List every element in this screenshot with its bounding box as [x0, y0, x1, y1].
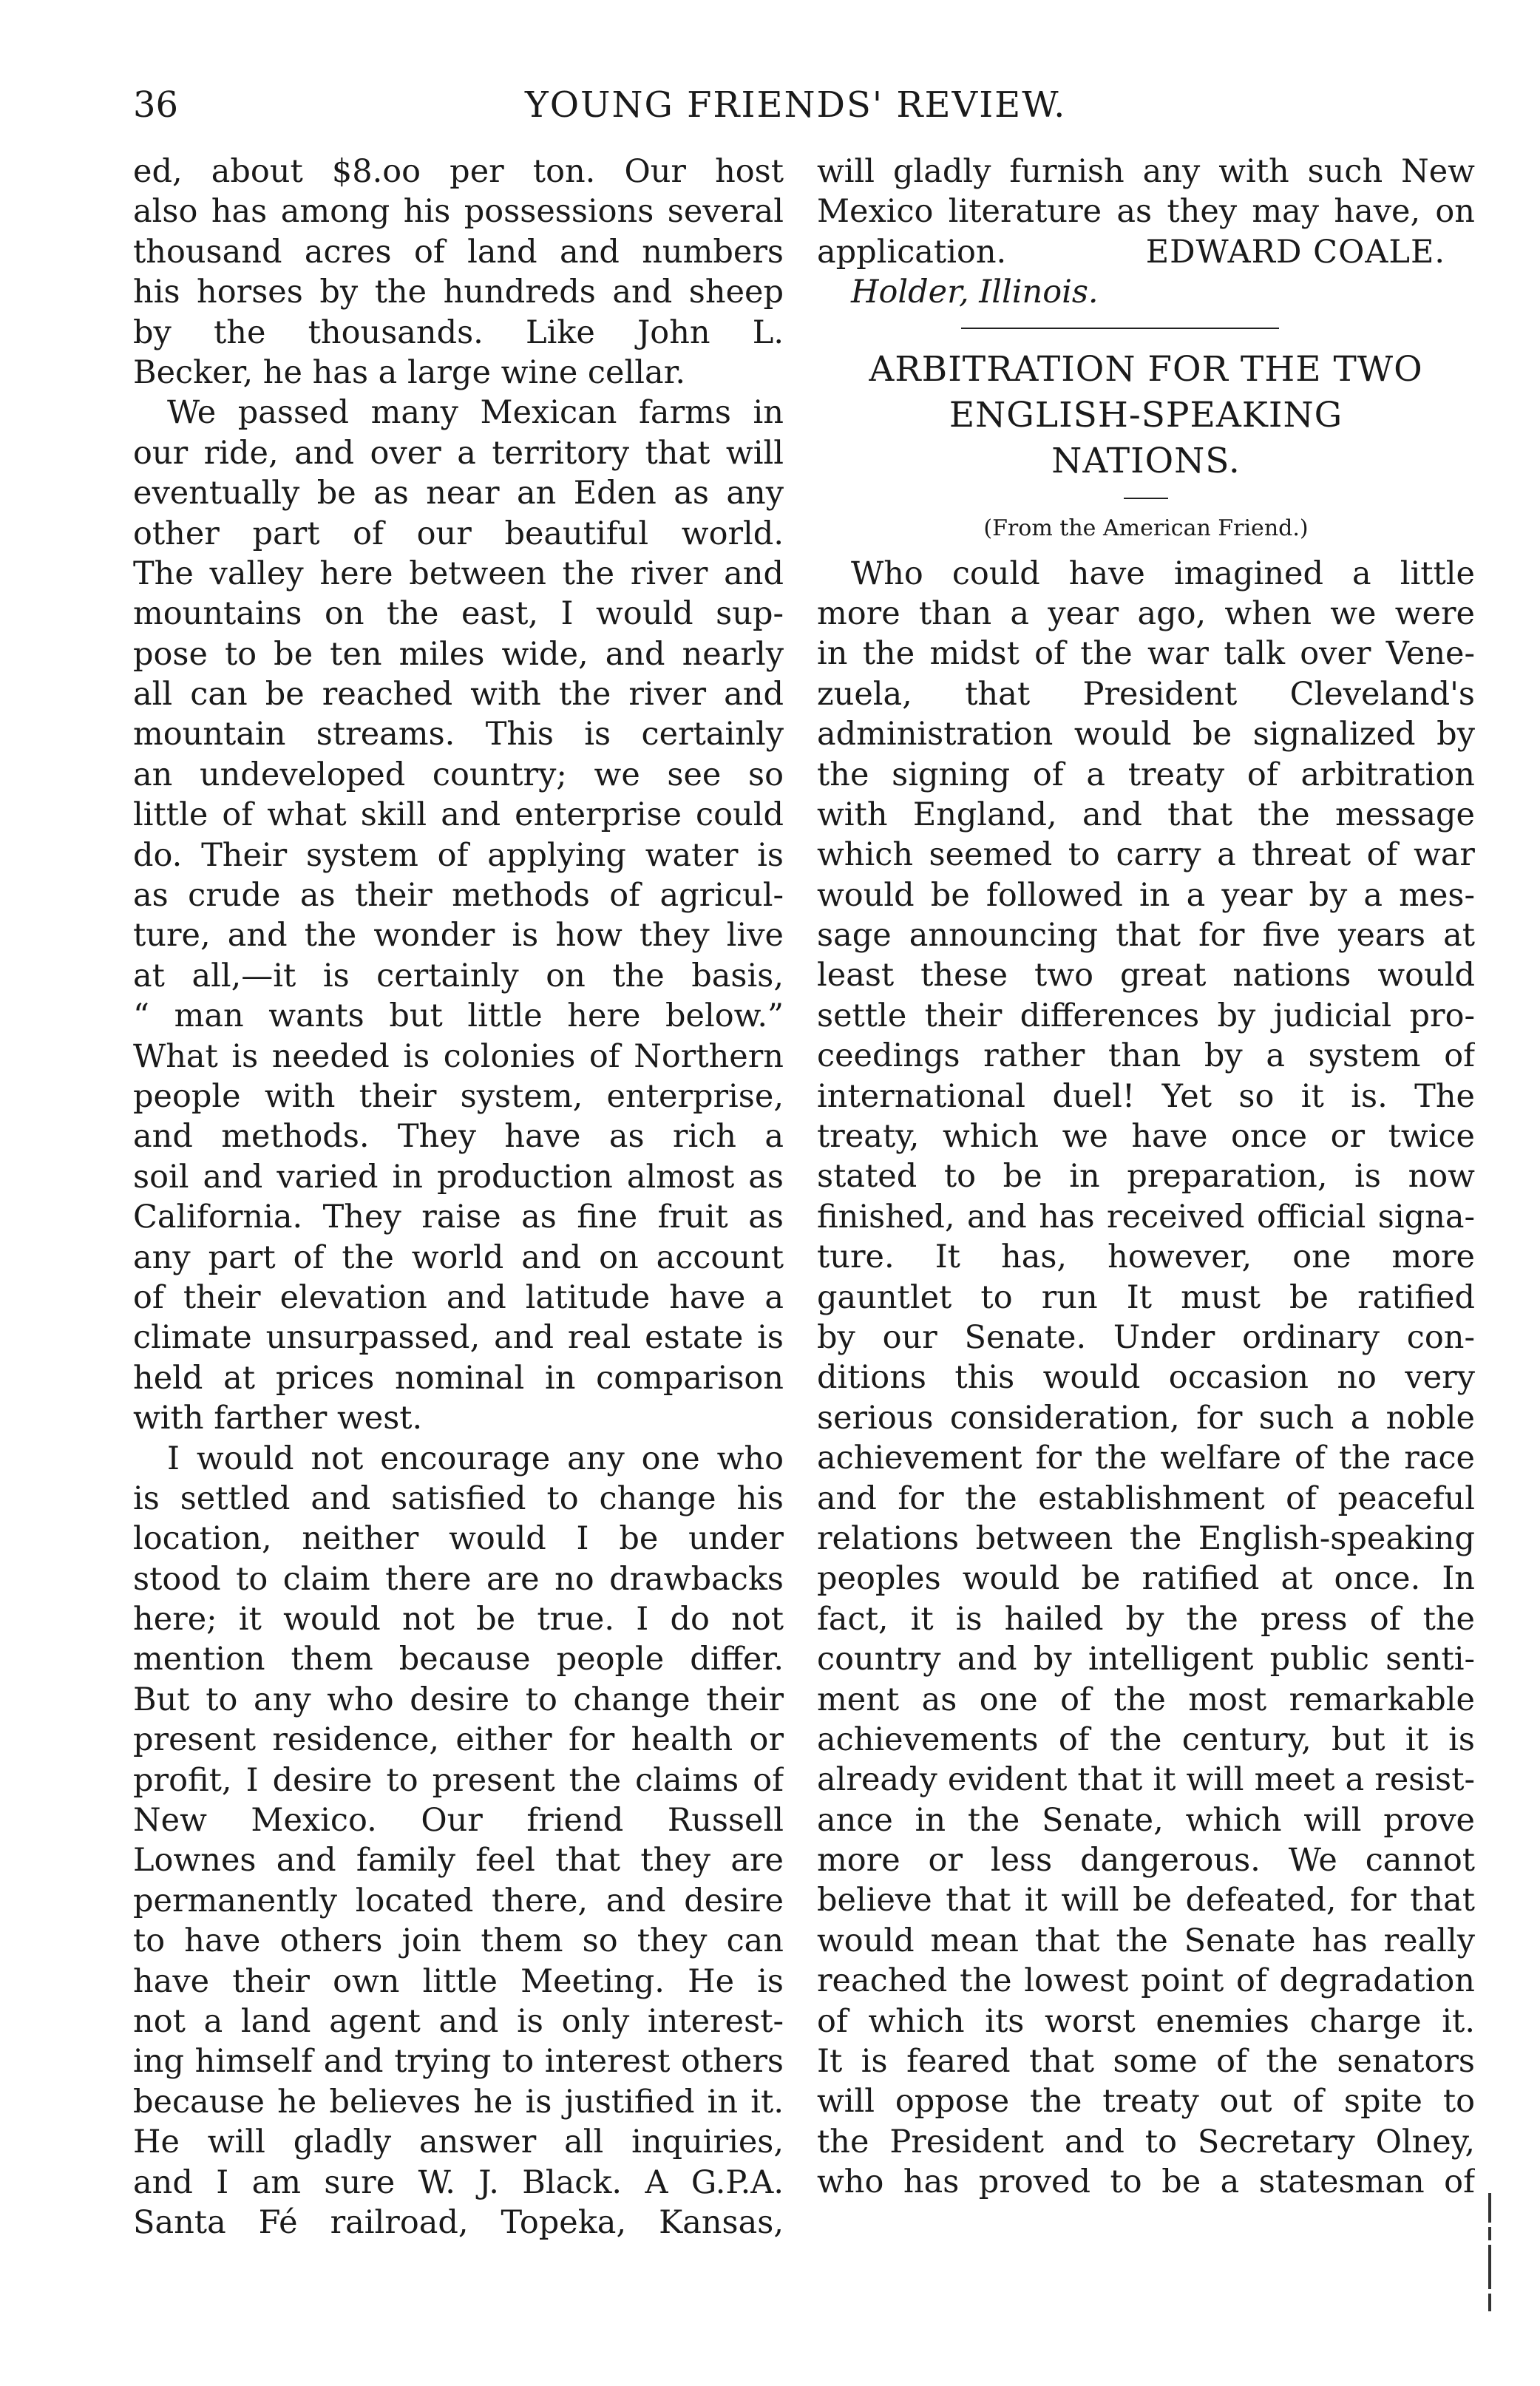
text-line: ance in the Senate, which will prove — [817, 1801, 1475, 1839]
text-line: Santa Fé railroad, Topeka, Kansas, — [133, 2203, 784, 2241]
text-line: Lownes and family feel that they are — [133, 1842, 784, 1880]
page-number: 36 — [133, 84, 179, 126]
text-line: ture, and the wonder is how they live — [133, 917, 784, 955]
right-column — [817, 152, 1475, 2203]
text-line: would mean that the Senate has really — [817, 1922, 1475, 1959]
text-line: application. — [817, 233, 1007, 271]
section-divider — [961, 328, 1279, 329]
text-line: and for the establishment of peaceful — [817, 1480, 1475, 1517]
text-line: ditions this would occasion no very — [817, 1359, 1475, 1397]
text-line: already evident that it will meet a resist- — [817, 1761, 1475, 1799]
text-line: ing himself and trying to interest others — [133, 2043, 784, 2081]
text-line: achievements of the century, but it is — [817, 1721, 1475, 1758]
text-line: here; it would not be true. I do not — [133, 1601, 784, 1638]
text-line: mention them because people differ. — [133, 1641, 784, 1678]
text-line: of their elevation and latitude have a — [133, 1278, 784, 1316]
text-line: the President and to Secretary Olney, — [817, 2123, 1475, 2160]
text-line: eventually be as near an Eden as any — [133, 475, 784, 512]
text-line: reached the lowest point of degradation — [817, 1962, 1475, 2000]
text-line: and methods. They have as rich a — [133, 1118, 784, 1156]
text-line: because he believes he is justified in it. — [133, 2083, 784, 2121]
text-line: ment as one of the most remarkable — [817, 1681, 1475, 1718]
text-line: treaty, which we have once or twice — [817, 1118, 1475, 1156]
text-line: gauntlet to run It must be ratified — [817, 1278, 1475, 1316]
text-line: is settled and satisfied to change his — [133, 1480, 784, 1517]
text-line: an undeveloped country; we see so — [133, 756, 784, 793]
page-header — [133, 83, 1493, 135]
text-line: finished, and has received official signa- — [817, 1198, 1475, 1236]
source-note: (From the American Friend.) — [983, 515, 1309, 541]
text-line: all can be reached with the river and — [133, 676, 784, 714]
text-line: ceedings rather than by a system of — [817, 1037, 1475, 1075]
text-line: profit, I desire to present the claims of — [133, 1761, 784, 1799]
text-line: sage announcing that for five years at — [817, 917, 1475, 955]
text-line: his horses by the hundreds and sheep — [133, 274, 784, 311]
text-line: country and by intelligent public senti- — [817, 1641, 1475, 1678]
text-line: with farther west. — [133, 1400, 423, 1437]
author-signature: EDWARD COALE. — [1145, 233, 1445, 271]
text-line: location, neither would I be under — [133, 1520, 784, 1558]
text-line: Mexico literature as they may have, on — [817, 193, 1475, 231]
text-line: thousand acres of land and numbers — [133, 233, 784, 271]
text-line: zuela, that President Cleveland's — [817, 675, 1475, 713]
text-line: administration would be signalized by — [817, 716, 1475, 753]
text-line: But to any who desire to change their — [133, 1681, 784, 1718]
text-line: fact, it is hailed by the press of the — [817, 1600, 1475, 1638]
text-line: by our Senate. Under ordinary con- — [817, 1318, 1475, 1356]
text-line: stated to be in preparation, is now — [817, 1158, 1475, 1196]
text-line: ture. It has, however, one more — [817, 1238, 1475, 1276]
text-line: I would not encourage any one who — [167, 1440, 784, 1477]
text-line: mountain streams. This is certainly — [133, 716, 784, 753]
text-line: mountains on the east, I would sup- — [133, 595, 784, 633]
text-line: stood to claim there are no drawbacks — [133, 1560, 784, 1598]
text-line: international duel! Yet so it is. The — [817, 1077, 1475, 1115]
text-line: more or less dangerous. We cannot — [817, 1842, 1475, 1880]
text-line: who has proved to be a statesman of — [817, 2163, 1475, 2201]
text-line: present residence, either for health or — [133, 1721, 784, 1759]
text-line: and I am sure W. J. Black. A G.P.A. — [133, 2163, 784, 2201]
article-title-line: NATIONS. — [1051, 440, 1241, 481]
text-line: Who could have imagined a little — [851, 555, 1475, 592]
text-line: climate unsurpassed, and real estate is — [133, 1319, 784, 1357]
text-line: the signing of a treaty of arbitration — [817, 756, 1475, 793]
text-line: little of what skill and enterprise could — [133, 796, 784, 834]
text-line: New Mexico. Our friend Russell — [133, 1802, 784, 1840]
text-line: not a land agent and is only interest- — [133, 2002, 784, 2040]
article-title — [817, 347, 1475, 484]
text-line: at all,—it is certainly on the basis, — [133, 957, 784, 994]
article-title-line: ARBITRATION FOR THE TWO — [869, 348, 1423, 390]
text-line: held at prices nominal in comparison — [133, 1359, 784, 1397]
text-line: settle their differences by judicial pro- — [817, 997, 1475, 1034]
text-line: which seemed to carry a threat of war — [817, 836, 1475, 874]
text-line: What is needed is colonies of Northern — [133, 1037, 784, 1075]
text-line: in the midst of the war talk over Vene- — [817, 635, 1475, 673]
text-line: also has among his possessions several — [133, 193, 784, 231]
article-title-line: ENGLISH-SPEAKING — [949, 394, 1343, 435]
text-line: achievement for the welfare of the race — [817, 1440, 1475, 1477]
text-line: least these two great nations would — [817, 957, 1475, 994]
text-line: believe that it will be defeated, for that — [817, 1882, 1475, 1919]
text-line: would be followed in a year by a mes- — [817, 876, 1475, 914]
text-line: as crude as their methods of agricul- — [133, 877, 784, 915]
text-line: “ man wants but little here below.” — [133, 997, 784, 1035]
text-line: of which its worst enemies charge it. — [817, 2002, 1475, 2040]
text-line: It is feared that some of the senators — [817, 2043, 1475, 2081]
text-line: our ride, and over a territory that will — [133, 434, 784, 472]
text-line: with England, and that the message — [817, 796, 1475, 833]
running-head: YOUNG FRIENDS' REVIEW. — [525, 84, 1067, 126]
text-line: pose to be ten miles wide, and nearly — [133, 635, 784, 673]
text-line: do. Their system of applying water is — [133, 836, 784, 874]
text-line: peoples would be ratified at once. In — [817, 1560, 1475, 1598]
signature-line — [817, 232, 1475, 272]
author-location: Holder, Illinois. — [851, 274, 1099, 311]
title-divider — [1124, 498, 1168, 499]
text-line: California. They raise as fine fruit as — [133, 1199, 784, 1236]
text-line: The valley here between the river and — [133, 555, 784, 592]
text-line: ed, about $8.oo per ton. Our host — [133, 153, 784, 190]
text-line: He will gladly answer all inquiries, — [133, 2124, 784, 2161]
text-line: permanently located there, and desire — [133, 1882, 784, 1919]
text-line: more than a year ago, when we were — [817, 594, 1475, 632]
text-line: soil and varied in production almost as — [133, 1158, 784, 1196]
text-line: We passed many Mexican farms in — [167, 394, 784, 432]
scan-edge-marks — [1485, 2189, 1496, 2351]
text-line: Becker, he has a large wine cellar. — [133, 353, 686, 391]
text-line: will oppose the treaty out of spite to — [817, 2083, 1475, 2121]
text-line: to have others join them so they can — [133, 1922, 784, 1960]
text-line: by the thousands. Like John L. — [133, 313, 784, 351]
text-line: any part of the world and on account — [133, 1238, 784, 1276]
text-line: people with their system, enterprise, — [133, 1077, 784, 1115]
text-line: serious consideration, for such a noble — [817, 1399, 1475, 1437]
text-line: will gladly furnish any with such New — [817, 153, 1475, 190]
text-line: other part of our beautiful world. — [133, 515, 784, 552]
left-column — [133, 152, 784, 2243]
text-line: relations between the English-speaking — [817, 1519, 1475, 1557]
text-line: have their own little Meeting. He is — [133, 1962, 784, 2000]
